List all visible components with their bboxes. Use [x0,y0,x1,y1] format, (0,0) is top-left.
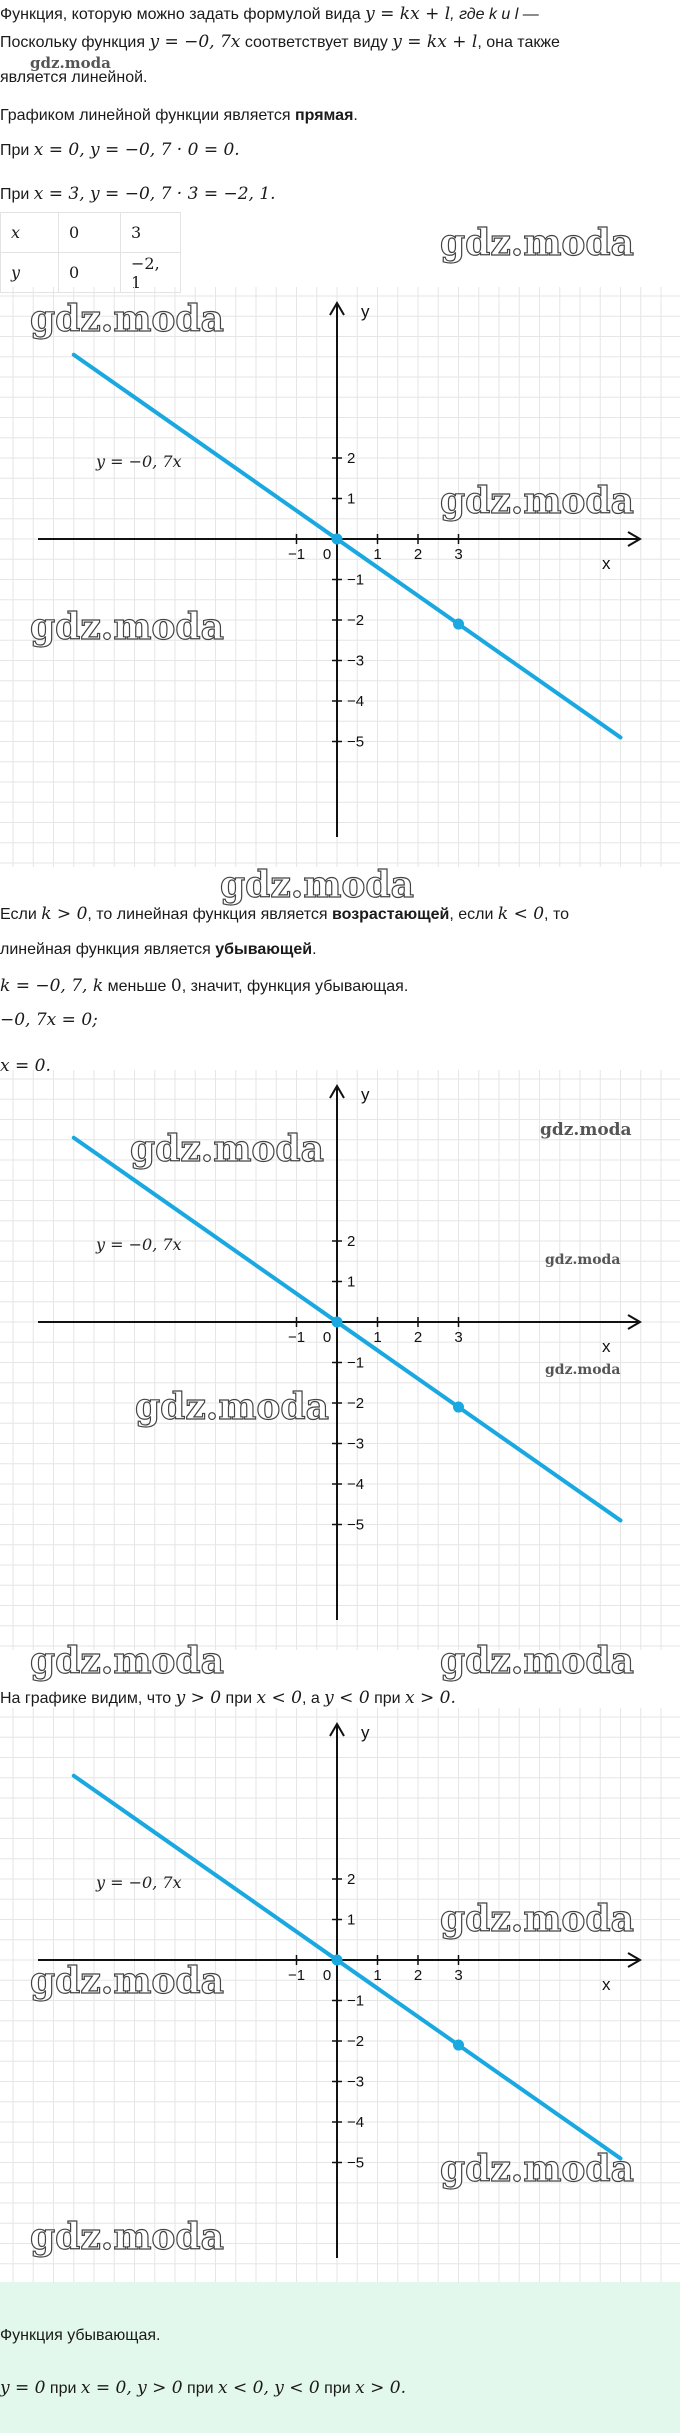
equation-1-text: −0, 7x = 0; [0,1010,98,1030]
x-tick-label: 0 [322,1967,332,1984]
x-tick-label: 1 [373,1967,382,1984]
function-label: y = −0, 7x [96,452,182,471]
x-tick-label: 2 [413,1329,423,1346]
x-axis-label: x [602,1337,611,1356]
summary-line-1 [0,2324,680,2348]
y-tick-label: −3 [347,652,365,670]
y-tick-label: −4 [347,2114,365,2131]
sign-text-a: На графике видим, что [0,1690,176,1707]
y-tick-label: −4 [347,1476,365,1493]
rule2-text-a: линейная функция является [0,941,216,958]
y-tick-label: 2 [347,1871,356,1888]
data-point [453,2040,464,2051]
watermark: gdz.moda [440,2148,634,2190]
x-tick-label: −1 [287,1329,306,1346]
x-tick-label: 3 [454,546,463,563]
x-tick-label: 0 [322,546,332,563]
table-row [1,213,181,253]
rule-bold-1: возрастающей [332,906,450,923]
y-tick-label: −5 [347,2154,365,2172]
k-line [0,974,680,999]
graph-1 [0,287,680,867]
line2-text-c: , она также [477,34,560,51]
line2-formula-2: y = kx + l [392,32,478,52]
line2-text-a: Поскольку функция [0,34,150,51]
intro-line-2 [0,30,680,55]
sign-formula-3: y < 0 [324,1688,370,1708]
sign-formula-2: x < 0 [256,1688,302,1708]
watermark: gdz.moda [545,1252,621,1268]
intro-text-b: , где k и l — [450,6,539,23]
function-label: y = −0, 7x [96,1873,182,1892]
y-tick-label: −1 [347,1992,365,2010]
summary-formula-2: x = 0, y > 0 [80,2378,183,2398]
x-tick-label: 1 [373,546,382,563]
summary-formula-4: x > 0. [355,2378,406,2398]
summary-box [0,2282,680,2433]
table-cell: y [1,253,59,293]
x-tick-label: 3 [454,1967,463,1984]
at-three-formula: x = 3, y = −0, 7 · 3 = −2, 1. [33,184,276,204]
at-three-line [0,182,680,207]
rule-formula-1: k > 0 [41,904,88,924]
y-tick-label: 1 [347,490,356,508]
summary-line-2 [0,2376,680,2401]
table-cell: −2, 1 [121,253,181,293]
sign-text-c: , а [301,1690,325,1707]
x-tick-label: 0 [322,1329,332,1346]
watermark: gdz.moda [130,1128,324,1170]
summary-text-b: при [182,2380,218,2397]
line2-formula: y = −0, 7x [149,32,241,52]
equation-2-text: x = 0. [0,1056,51,1076]
y-tick-label: −1 [347,1354,365,1372]
at-zero-formula: x = 0, y = −0, 7 · 0 = 0. [33,140,240,160]
sign-formula-4: x > 0. [405,1688,456,1708]
rule-line-2 [0,938,680,962]
k-text-a: меньше [103,978,171,995]
graph-intro-line [0,104,680,128]
table-cell: 0 [59,253,121,293]
y-tick-label: 1 [347,1273,356,1291]
at-three-text: При [0,186,34,203]
y-tick-label: −2 [347,612,365,629]
watermark: gdz.moda [30,606,224,648]
graph-intro-bold: прямая [294,107,354,124]
y-tick-label: −5 [347,733,365,751]
watermark: gdz.moda [540,1120,632,1140]
watermark: gdz.moda [30,1960,224,2002]
rule-text-a: Если [0,906,42,923]
x-axis-label: x [602,554,611,573]
rule2-bold: убывающей [215,941,313,958]
watermark: gdz.moda [30,298,224,340]
watermark: gdz.moda [440,222,634,264]
at-zero-line [0,138,680,163]
watermark: gdz.moda [30,54,111,72]
graph-intro-period: . [353,107,358,124]
summary-text-c: при [319,2380,356,2397]
watermark: gdz.moda [545,1362,621,1378]
summary-formula-1: y = 0 [0,2378,46,2398]
x-tick-label: −1 [287,1967,306,1984]
k-text-b: , значит, функция убывающая. [181,978,409,995]
x-tick-label: −1 [287,546,306,563]
watermark: gdz.moda [220,864,414,906]
rule-formula-2: k < 0 [497,904,545,924]
intro-text-a: Функция, которую можно задать формулой вида [0,6,366,23]
function-label: y = −0, 7x [96,1235,182,1254]
y-axis-label: y [361,1085,370,1104]
y-tick-label: 2 [347,450,356,467]
x-tick-label: 2 [413,546,423,563]
at-zero-text: При [0,142,34,159]
sign-text-b: при [221,1690,257,1707]
rule2-text-b: . [312,941,317,958]
y-tick-label: 1 [347,1911,356,1929]
intro-line-1 [0,2,680,27]
watermark: gdz.moda [440,480,634,522]
summary-text-1: Функция убывающая. [0,2327,161,2344]
sign-formula-1: y > 0 [175,1688,222,1708]
line2-text-b: соответствует виду [240,34,393,51]
x-tick-label: 2 [413,1967,423,1984]
y-tick-label: −3 [347,2073,365,2091]
rule-text-b: , то линейная функция является [87,906,333,923]
rule-text-c: , если [449,906,498,923]
graph-intro-text: Графиком линейной функции является [0,107,295,124]
x-axis-label: x [602,1975,611,1994]
watermark: gdz.moda [440,1898,634,1940]
summary-formula-3: x < 0, y < 0 [218,2378,320,2398]
y-tick-label: −4 [347,693,365,710]
graph-2 [0,1070,680,1650]
data-point [332,1955,343,1966]
y-axis-label: y [361,302,370,321]
watermark: gdz.moda [30,2216,224,2258]
rule-line-1 [0,902,680,927]
watermark: gdz.moda [135,1386,329,1428]
data-point [332,1317,343,1328]
intro-formula: y = kx + l [365,4,451,24]
y-tick-label: −3 [347,1435,365,1453]
line3-text: является линейной. [0,69,148,86]
watermark: gdz.moda [440,1640,634,1682]
data-point [453,619,464,630]
equation-1 [0,1008,680,1033]
x-tick-label: 1 [373,1329,382,1346]
data-point [332,534,343,545]
y-axis-label: y [361,1723,370,1742]
data-point [453,1402,464,1413]
values-table [0,212,181,293]
sign-text-d: при [369,1690,406,1707]
k-formula: k = −0, 7, k [0,976,104,996]
k-zero: 0 [170,976,182,996]
rule-text-d: , то [544,906,569,923]
y-tick-label: −2 [347,2033,365,2050]
y-tick-label: −1 [347,571,365,589]
series-line [74,355,621,738]
watermark: gdz.moda [30,1640,224,1682]
x-tick-label: 3 [454,1329,463,1346]
y-tick-label: 2 [347,1233,356,1250]
table-cell: 3 [121,213,181,253]
series-line [74,1138,621,1521]
y-tick-label: −2 [347,1395,365,1412]
table-cell: 0 [59,213,121,253]
table-cell: x [1,213,59,253]
y-tick-label: −5 [347,1516,365,1534]
summary-text-a: при [45,2380,81,2397]
